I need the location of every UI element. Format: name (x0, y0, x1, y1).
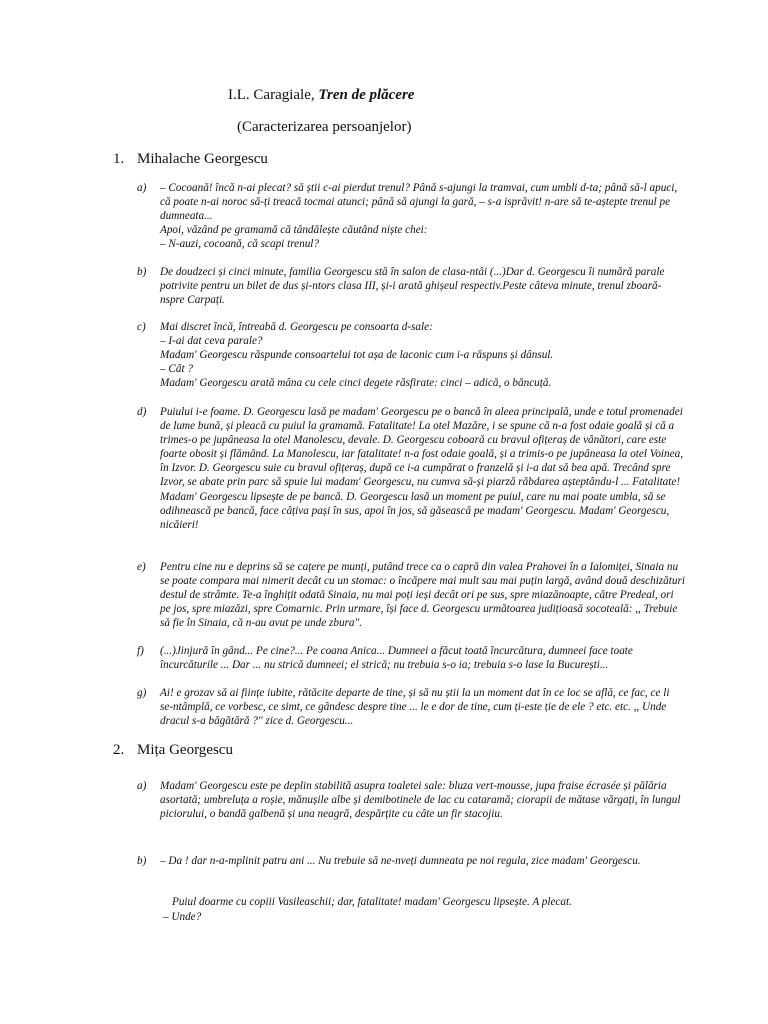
section-number: 1. (113, 151, 125, 167)
item-text: Madam' Georgescu este pe deplin stabilită asupra toaletei sale: bluza vert-mousse, jupa fraise écrasée și pălăria asortată; umbreluța a roșie, mănușile albe și demibotinele de lac cu cataramă; ciorapii de mătase vărgați, în lungul piciorului, o bandă galbenă și una neagră, despărțite cu câte un fir stacojiu. (160, 780, 681, 821)
paragraph-text: – Unde? (163, 911, 202, 923)
list-item (137, 686, 685, 728)
item-text: Apoi, văzând pe gramamă că tândălește căutând niște chei: (160, 224, 428, 237)
list-item (137, 779, 685, 821)
item-text: Ai! e grozav să ai ființe iubite, rătăcite departe de tine, și să nu știi la un moment dat în ce loc se află, ce fac, ce li se-ntâmplă, ce vorbesc, ce simt, ce gândesc despre tine ... le e dor de tine, cum ți-este ție de ele ? etc. etc. ,, Unde dracul s-a băgătără ?'' zice d. Georgescu... (160, 687, 670, 728)
section-heading-1 (113, 150, 268, 168)
item-text: Madam' Georgescu arată mâna cu cele cinci degete răsfirate: cinci – adică, o băncuță. (160, 377, 552, 390)
list-item (137, 644, 685, 672)
item-label: a) (137, 780, 147, 792)
title-author: I.L. Caragiale, (228, 87, 319, 103)
list-item (137, 560, 685, 630)
item-text: De doudzeci și cinci minute, familia Georgescu stă în salon de clasa-ntâi (...)Dar d. Georgescu îi numără parale potrivite pentru un bilet de dus și-ntors clasa III, și-i arată ghișeul respectiv.Peste câteva minute, trenul zboară-nspre Carpați. (160, 266, 665, 307)
item-label: d) (137, 406, 147, 418)
document-title (228, 86, 414, 104)
item-text: – Cât ? (160, 363, 193, 376)
document-subtitle: (Caracterizarea persoanjelor) (237, 119, 412, 135)
item-text: Madam' Georgescu răspunde consoartelui tot așa de laconic cum i-a răspuns și dânsul. (160, 349, 554, 362)
list-item (137, 405, 685, 532)
item-text: – N-auzi, cocoană, că scapi trenul? (160, 238, 319, 251)
section-name: Mihalache Georgescu (137, 151, 268, 167)
item-label: f) (137, 645, 144, 657)
item-label: b) (137, 855, 147, 867)
item-label: e) (137, 561, 146, 573)
item-text: (...)Jinjură în gând... Pe cine?... Pe coana Anica... Dumneei a făcut toată încurcătura, dumneei face toate încurcăturile ... Dar ... nu strică dumneei; el strică; nu trebuia s-o ia; trebuia s-o lase la București... (160, 645, 633, 672)
title-work: Tren de plăcere (318, 87, 415, 103)
item-text: – Da ! dar n-a-mplinit patru ani ... Nu trebuie să ne-nveți dumneata pe noi regula, zice madam' Georgescu. (160, 855, 641, 867)
item-text: Pentru cine nu e deprins să se cațere pe munți, putând trece ca o capră din valea Prahovei în a Ialomiței, Sinaia nu se poate compara mai nimerit decât cu un stomac: o încăpere mai mult sau mai puțin largă, având două deschizături destul de strâmte. Te-a înghițit odată Sinaia, nu mai poți ieși decât ori pe sus, spre miazănoapte, către Predeal, ori pe jos, spre miazăzi, spre Comarnic. Prin urmare, își face d. Georgescu următoarea judițioasă socoteală: ,, Trebuie să fie în Sinaia, că n-au avut pe unde zbura''. (160, 561, 685, 630)
item-text: Mai discret încă, întreabă d. Georgescu pe consoarta d-sale: (160, 321, 433, 333)
section-name: Mița Georgescu (137, 742, 233, 758)
section-number: 2. (113, 742, 125, 758)
item-label: a) (137, 182, 147, 194)
item-text: – I-ai dat ceva parale? (160, 335, 263, 348)
section-heading-2 (113, 741, 233, 759)
item-text: Puiului i-e foame. D. Georgescu lasă pe madam' Georgescu pe o bancă în aleea principală, unde e totul promenadei de lume bună, și pleacă cu puiul la gramamă. Fatalitate! La otel Mazăre, i se spune că n-a fost odaie goală și că a trimes-o pe jupâneasa la otel Manolescu, devale. D. Georgescu coboară cu bravul ofițeraș de vânători, care este foarte obosit și flămând. La Manolescu, iar fatalitate! n-a fost odaie goală, și a trimis-o pe jupâneasa la otel Voinea, în Izvor. D. Georgescu suie cu bravul ofițeraș, după ce i-a cumpărat o franzelă și i-a dat să bea apă. Trecând spre Izvor, se abate prin parc să spuie lui madam' Georgescu, nu cumva să-și piarză răbdarea așteptându-l ... Fatalitate! Madam' Georgescu lipsește de pe bancă. D. Georgescu lasă un moment pe puiul, care nu mai poate umbla, să se odihnească pe bancă, face câțiva pași în sus, apoi în jos, să găsească pe madam' Georgescu. Madam' Georgescu, nicăieri! (160, 406, 683, 531)
list-item (137, 320, 685, 390)
paragraph-text: Puiul doarme cu copiii Vasileaschii; dar, fatalitate! madam' Georgescu lipsește. A plecat. (172, 896, 572, 908)
item-label: c) (137, 321, 146, 333)
item-label: b) (137, 266, 147, 278)
item-text: – Cocoană! încă n-ai plecat? să știi c-ai pierdut trenul? Până s-ajungi la tramvai, cum umbli d-ta; până să-l apuci, că poate n-ai noroc să-ți treacă tocmai atunci; până să ajungi la gară, – s-a isprăvit! n-are să te-aștepte trenul pe dumneata... (160, 182, 678, 223)
item-label: g) (137, 687, 147, 699)
list-item (137, 854, 685, 868)
list-item (137, 181, 685, 251)
list-item (137, 265, 685, 307)
